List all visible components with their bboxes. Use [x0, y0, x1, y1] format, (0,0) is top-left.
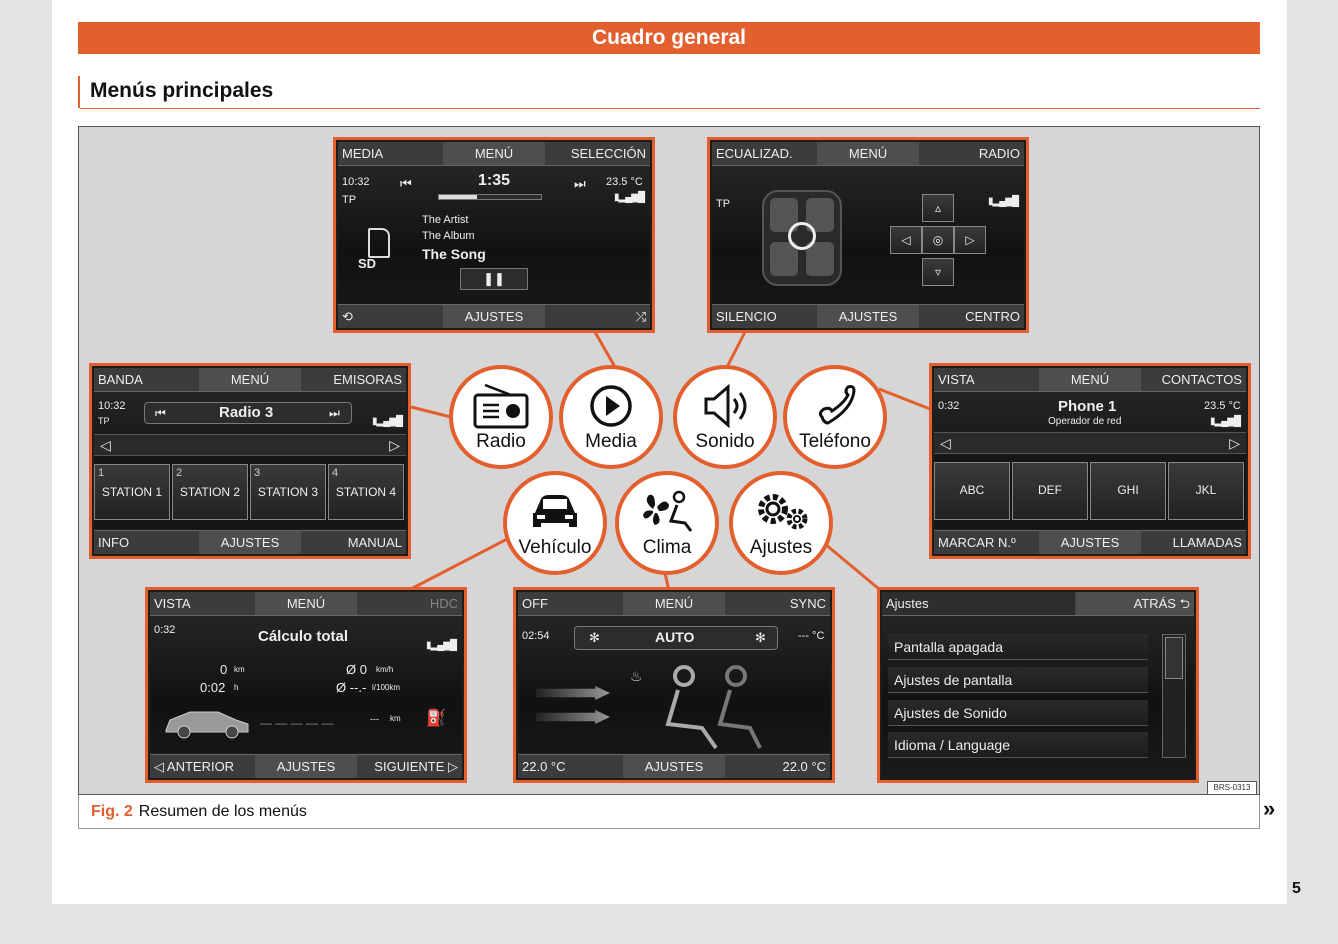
tab-menu[interactable]: MENÚ	[1039, 368, 1140, 391]
tab-contacts[interactable]: CONTACTOS	[1161, 372, 1242, 387]
tab-mute[interactable]: SILENCIO	[716, 309, 777, 324]
previous-icon[interactable]: ⏮	[400, 176, 412, 191]
climate-icon	[639, 489, 695, 535]
tab-off[interactable]: OFF	[522, 596, 548, 611]
tp-indicator: TP	[716, 198, 731, 210]
settings-screen	[877, 587, 1199, 783]
source-label: SD	[358, 256, 377, 271]
tab-menu[interactable]: MENÚ	[199, 368, 300, 391]
menu-item[interactable]: Ajustes de Sonido	[888, 700, 1148, 726]
phone-icon	[812, 383, 858, 429]
down-arrow-icon[interactable]: ▿	[922, 258, 954, 286]
car-icon	[527, 489, 583, 535]
tab-selection[interactable]: SELECCIÓN	[570, 146, 646, 161]
tab-media[interactable]: MEDIA	[342, 146, 384, 161]
keypad-scroll-bar	[934, 432, 1246, 454]
tab-previous[interactable]: ◁ ANTERIOR	[154, 759, 235, 774]
speed-unit: km/h	[376, 665, 394, 674]
tab-settings[interactable]: AJUSTES	[443, 305, 544, 328]
clock: 02:54	[522, 630, 550, 642]
menu-item[interactable]: Idioma / Language	[888, 732, 1148, 758]
call-time: 0:32	[938, 400, 960, 412]
tab-settings[interactable]: AJUSTES	[1039, 531, 1140, 554]
tab-settings[interactable]: AJUSTES	[623, 755, 724, 778]
sd-card-icon	[368, 228, 390, 258]
phone-screen	[929, 363, 1251, 559]
scroll-left-icon[interactable]: ◁	[100, 437, 111, 453]
vehicle-label: Vehículo	[518, 537, 592, 558]
scrollbar-thumb[interactable]	[1165, 637, 1183, 679]
sound-label: Sonido	[695, 431, 755, 452]
scroll-right-icon[interactable]: ▷	[389, 437, 400, 453]
gears-icon	[751, 489, 811, 535]
fan-high-icon[interactable]: ✻	[755, 630, 766, 645]
tab-dial-number[interactable]: MARCAR N.º	[938, 535, 1016, 550]
right-arrow-icon[interactable]: ▷	[954, 226, 986, 254]
tab-radio[interactable]: RADIO	[978, 146, 1020, 161]
tab-manual[interactable]: MANUAL	[347, 535, 402, 550]
mode-label: AUTO	[655, 629, 695, 645]
settings-label: Ajustes	[749, 537, 813, 558]
clock: 10:32	[342, 176, 370, 188]
duration: 0:02	[200, 680, 226, 695]
settings-circle[interactable]	[729, 471, 833, 575]
tab-center[interactable]: CENTRO	[965, 309, 1020, 324]
climate-label: Clima	[642, 537, 692, 558]
tab-menu[interactable]: MENÚ	[255, 592, 356, 615]
menu-item[interactable]: Pantalla apagada	[888, 634, 1148, 660]
media-circle[interactable]	[559, 365, 663, 469]
tab-menu[interactable]: MENÚ	[623, 592, 724, 615]
airflow-lower-icon	[536, 710, 610, 724]
clock: 10:32	[98, 400, 126, 412]
progress-bar[interactable]	[438, 194, 542, 200]
vehicle-circle[interactable]	[503, 471, 607, 575]
section-title: Menús principales	[78, 76, 273, 108]
caption-text: Resumen de los menús	[138, 803, 307, 820]
sound-screen	[707, 137, 1029, 333]
progress-fill	[439, 195, 477, 199]
fuel-pump-icon: ⛽	[426, 710, 446, 727]
tab-sync[interactable]: SYNC	[789, 596, 826, 611]
airflow-upper-icon	[536, 686, 610, 700]
speaker-icon	[698, 383, 752, 429]
preset-scroll-bar	[94, 434, 406, 456]
radio-label: Radio	[476, 431, 526, 452]
right-temperature[interactable]: 22.0 °C	[782, 759, 826, 774]
track-time: 1:35	[478, 172, 511, 189]
vehicle-screen	[145, 587, 467, 783]
station-display	[144, 402, 352, 424]
outside-temperature: --- °C	[798, 630, 825, 642]
radio-circle[interactable]	[449, 365, 553, 469]
signal-icon: ▮▂▄▆█	[988, 196, 1019, 207]
tab-band[interactable]: BANDA	[98, 372, 143, 387]
tp-indicator: TP	[98, 416, 110, 426]
figure-label: Fig. 2	[91, 803, 133, 820]
keypad-button[interactable]: GHI	[1090, 462, 1166, 520]
keypad-button[interactable]: ABC	[934, 462, 1010, 520]
tab-hdc[interactable]: HDC	[429, 596, 458, 611]
settings-title: Ajustes	[886, 596, 929, 611]
car-seats-graphic	[762, 190, 842, 286]
range-dashes: — — — — —	[260, 716, 334, 730]
preset-button[interactable]: 4 STATION 4	[328, 464, 404, 520]
song: The Song	[422, 246, 486, 262]
shuffle-icon[interactable]: ⤮	[635, 309, 646, 324]
album: The Album	[422, 230, 475, 242]
media-screen	[333, 137, 655, 333]
next-icon[interactable]: ⏭	[329, 406, 340, 420]
temperature: 23.5 °C	[1204, 400, 1241, 412]
preset-button[interactable]: 3 STATION 3	[250, 464, 326, 520]
play-icon	[588, 383, 634, 429]
consumption-unit: l/100km	[372, 683, 401, 692]
back-button[interactable]: ATRÁS ⮌	[1133, 596, 1190, 611]
left-temperature[interactable]: 22.0 °C	[522, 759, 566, 774]
section-divider	[80, 108, 1260, 109]
preset-button[interactable]: 1 STATION 1	[94, 464, 170, 520]
trip-time: 0:32	[154, 624, 176, 636]
phone-label: Teléfono	[799, 431, 871, 452]
figure-caption	[78, 795, 1260, 829]
scroll-right-icon[interactable]: ▷	[1229, 435, 1240, 451]
fan-low-icon[interactable]: ✻	[589, 630, 600, 645]
keypad-button[interactable]: DEF	[1012, 462, 1088, 520]
sound-circle[interactable]	[673, 365, 777, 469]
tab-stations[interactable]: EMISORAS	[333, 372, 402, 387]
phone-name: Phone 1	[1058, 398, 1117, 415]
signal-icon: ▮▂▄▆█	[614, 192, 645, 203]
tab-settings[interactable]: AJUSTES	[817, 305, 918, 328]
tab-view[interactable]: VISTA	[938, 372, 975, 387]
keypad-button[interactable]: JKL	[1168, 462, 1244, 520]
scroll-left-icon[interactable]: ◁	[940, 435, 951, 451]
pause-icon[interactable]: ❚❚	[460, 268, 528, 290]
menu-item[interactable]: Ajustes de pantalla	[888, 667, 1148, 693]
balance-target-icon[interactable]	[788, 222, 816, 250]
radio-icon	[471, 383, 531, 429]
figure-code: BRS-0313	[1207, 781, 1257, 795]
repeat-icon[interactable]: ⟲	[342, 309, 353, 324]
rear-defrost-icon[interactable]: ♨	[630, 668, 643, 684]
radio-screen	[89, 363, 411, 559]
distance-unit: km	[234, 665, 245, 674]
climate-screen	[513, 587, 835, 783]
signal-icon: ▮▂▄▆█	[372, 416, 403, 427]
up-arrow-icon[interactable]: ▵	[922, 194, 954, 222]
tab-view[interactable]: VISTA	[154, 596, 191, 611]
scrollbar[interactable]	[1162, 634, 1186, 758]
tab-menu[interactable]: MENÚ	[443, 142, 544, 165]
left-arrow-icon[interactable]: ◁	[890, 226, 922, 254]
average-consumption: Ø --.-	[336, 680, 367, 695]
center-icon[interactable]: ◎	[922, 226, 954, 254]
tab-settings[interactable]: AJUSTES	[255, 755, 356, 778]
previous-icon[interactable]: ⏮	[155, 406, 166, 420]
network-operator: Operador de red	[1048, 416, 1122, 427]
duration-unit: h	[234, 683, 239, 692]
signal-icon: ▮▂▄▆█	[1210, 416, 1241, 427]
tab-calls[interactable]: LLAMADAS	[1172, 535, 1242, 550]
car-icon	[162, 704, 252, 740]
chapter-header: Cuadro general	[78, 22, 1260, 54]
tp-indicator: TP	[342, 194, 357, 206]
figure-menus-overview	[78, 126, 1260, 795]
tab-settings[interactable]: AJUSTES	[199, 531, 300, 554]
signal-icon: ▮▂▄▆█	[426, 640, 457, 651]
average-speed: Ø 0	[346, 662, 367, 677]
preset-button[interactable]: 2 STATION 2	[172, 464, 248, 520]
distance: 0	[220, 662, 228, 677]
seat-occupant-icon	[632, 662, 762, 752]
station-name: Radio 3	[219, 404, 274, 421]
tab-equalizer[interactable]: ECUALIZAD.	[716, 146, 793, 161]
tab-menu[interactable]: MENÚ	[817, 142, 918, 165]
temperature: 23.5 °C	[606, 176, 643, 188]
page-number: 5	[1292, 880, 1301, 897]
media-label: Media	[585, 431, 637, 452]
tab-info[interactable]: INFO	[98, 535, 130, 550]
auto-mode-display[interactable]	[574, 626, 778, 650]
phone-circle[interactable]	[783, 365, 887, 469]
range-unit: km	[390, 714, 401, 723]
artist: The Artist	[422, 214, 469, 226]
continue-mark: »	[1263, 796, 1276, 821]
range-value: ---	[370, 714, 379, 724]
trip-title: Cálculo total	[258, 628, 349, 645]
climate-circle[interactable]	[615, 471, 719, 575]
tab-next[interactable]: SIGUIENTE ▷	[374, 759, 458, 774]
next-icon[interactable]: ⏭	[574, 176, 586, 191]
